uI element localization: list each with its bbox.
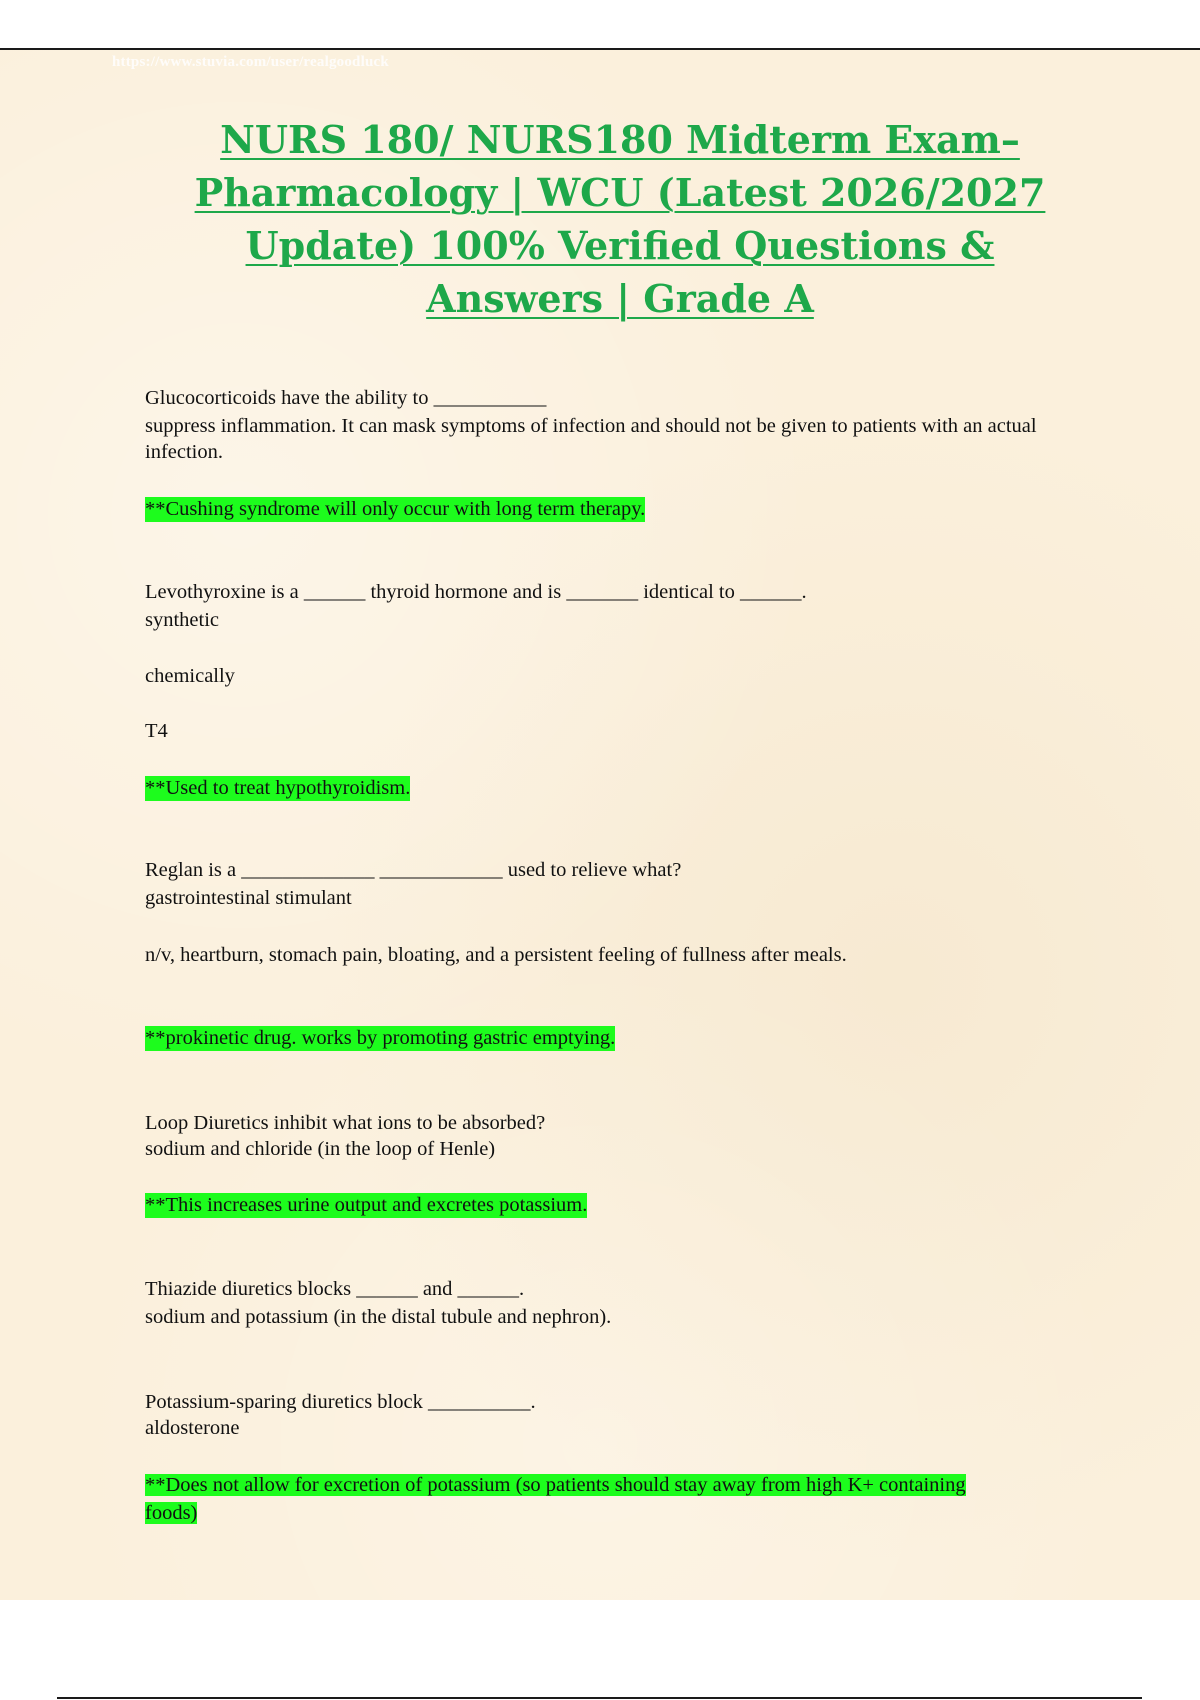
note: [145, 1192, 1085, 1218]
answer-text: sodium and potassium (in the distal tubule and nephron).: [145, 1306, 612, 1328]
answer-text: suppress inflammation. It can mask symptoms of infection and should not be given to patients with an actual infection.: [145, 415, 1037, 463]
answer-text: gastrointestinal stimulant: [145, 887, 352, 909]
question-text: Glucocorticoids have the ability to ___________: [145, 387, 547, 409]
title-line: Answers | Grade A: [426, 276, 814, 321]
answer-text: chemically: [145, 665, 235, 687]
footer-rule: [57, 1697, 1142, 1699]
highlighted-note: **Does not allow for excretion of potassium (so patients should stay away from high K+ containing foods): [145, 1474, 966, 1524]
note: [145, 775, 1085, 801]
question-text: Potassium-sparing diuretics block __________.: [145, 1391, 536, 1413]
title-line: Pharmacology | WCU (Latest 2026/2027: [194, 170, 1046, 215]
title-line: NURS 180/ NURS180 Midterm Exam–: [220, 117, 1020, 162]
note: [145, 1025, 1085, 1051]
highlighted-note: **Used to treat hypothyroidism.: [145, 777, 411, 799]
question-text: Thiazide diuretics blocks ______ and ______.: [145, 1278, 525, 1300]
watermark-url: https://www.stuvia.com/user/realgoodluck: [112, 54, 389, 70]
question-text: Reglan is a _____________ ____________ used to relieve what?: [145, 859, 682, 881]
answer-text: synthetic: [145, 609, 220, 631]
question-text: Levothyroxine is a ______ thyroid hormone and is _______ identical to ______.: [145, 581, 807, 603]
question-text: Loop Diuretics inhibit what ions to be absorbed?: [145, 1112, 546, 1134]
highlighted-note: **This increases urine output and excretes potassium.: [145, 1194, 588, 1216]
note: [145, 1471, 1015, 1527]
highlighted-note: **Cushing syndrome will only occur with long term therapy.: [145, 498, 646, 520]
answer-text: aldosterone: [145, 1417, 240, 1439]
title-line: Update) 100% Verified Questions &: [245, 223, 995, 268]
highlighted-note: **prokinetic drug. works by promoting gastric emptying.: [145, 1027, 616, 1049]
answer-text: n/v, heartburn, stomach pain, bloating, and a persistent feeling of fullness after meals.: [145, 944, 847, 966]
answer-text: T4: [145, 720, 168, 742]
note: [145, 496, 1085, 522]
answer-text: sodium and chloride (in the loop of Henle): [145, 1138, 496, 1160]
document-title: [150, 113, 1090, 325]
